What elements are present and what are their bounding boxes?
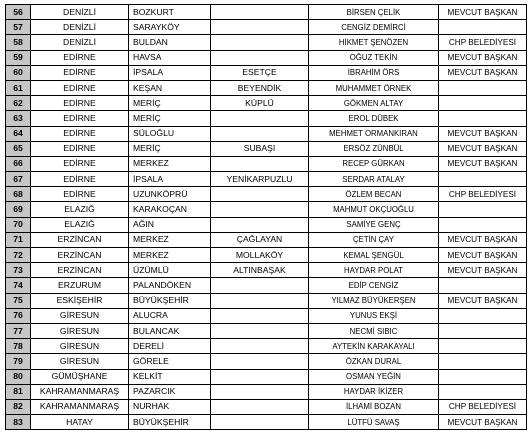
status-cell: MEVCUT BAŞKAN [439,293,527,308]
status-cell [439,308,527,323]
province-cell: EDİRNE [31,187,129,202]
province-cell: EDİRNE [31,65,129,80]
candidate-name-cell: AYTEKİN KARAKAYALI [309,339,439,354]
table-row [6,354,527,369]
status-cell: MEVCUT BAŞKAN [439,65,527,80]
table-row [6,65,527,80]
district-cell: SÜLOĞLU [129,126,211,141]
candidate-table [5,4,527,430]
row-number: 58 [6,35,31,50]
candidate-name-cell: ERSÖZ ZÜNBÜL [309,141,439,156]
neighborhood-cell: ALTINBAŞAK [211,263,309,278]
neighborhood-cell [211,111,309,126]
province-cell: KAHRAMANMARAŞ [31,399,129,414]
row-number: 61 [6,80,31,95]
candidate-name-cell: SAMİYE GENÇ [309,217,439,232]
table-row [6,202,527,217]
table-row [6,111,527,126]
province-cell: EDİRNE [31,156,129,171]
neighborhood-cell [211,126,309,141]
row-number: 83 [6,415,31,430]
candidate-name-cell: EDİP CENGİZ [309,278,439,293]
district-cell: BULANCAK [129,323,211,338]
province-cell: DENİZLİ [31,35,129,50]
province-cell: KAHRAMANMARAŞ [31,384,129,399]
row-number: 66 [6,156,31,171]
status-cell: CHP BELEDİYESİ [439,399,527,414]
province-cell: EDİRNE [31,50,129,65]
district-cell: MERİÇ [129,111,211,126]
table-row [6,399,527,414]
row-number: 82 [6,399,31,414]
status-cell [439,354,527,369]
neighborhood-cell [211,369,309,384]
row-number: 59 [6,50,31,65]
table-row [6,20,527,35]
province-cell: EDİRNE [31,172,129,187]
neighborhood-cell [211,293,309,308]
candidate-name-cell: İLHAMİ BOZAN [309,399,439,414]
status-cell: MEVCUT BAŞKAN [439,5,527,20]
neighborhood-cell [211,278,309,293]
row-number: 72 [6,248,31,263]
table-row [6,217,527,232]
candidate-name-cell: MEHMET ORMANKIRAN [309,126,439,141]
province-cell: ERZİNCAN [31,248,129,263]
province-cell: EDİRNE [31,96,129,111]
district-cell: MERKEZ [129,248,211,263]
table-row [6,232,527,247]
status-cell [439,323,527,338]
province-cell: ERZİNCAN [31,263,129,278]
status-cell: MEVCUT BAŞKAN [439,141,527,156]
status-cell: MEVCUT BAŞKAN [439,126,527,141]
neighborhood-cell: SUBAŞI [211,141,309,156]
district-cell: MERİÇ [129,141,211,156]
status-cell [439,96,527,111]
neighborhood-cell [211,187,309,202]
province-cell: DENİZLİ [31,5,129,20]
row-number: 75 [6,293,31,308]
candidate-name-cell: MAHMUT OKÇUOĞLU [309,202,439,217]
row-number: 76 [6,308,31,323]
table-row [6,278,527,293]
neighborhood-cell [211,217,309,232]
status-cell: MEVCUT BAŞKAN [439,415,527,430]
candidate-name-cell: GÖKMEN ALTAY [309,96,439,111]
neighborhood-cell: KÜPLÜ [211,96,309,111]
candidate-name-cell: BİRSEN ÇELİK [309,5,439,20]
candidate-name-cell: YILMAZ BÜYÜKERŞEN [309,293,439,308]
province-cell: GİRESUN [31,308,129,323]
neighborhood-cell [211,50,309,65]
neighborhood-cell [211,308,309,323]
neighborhood-cell: ÇAĞLAYAN [211,232,309,247]
district-cell: AĞIN [129,217,211,232]
candidate-name-cell: ÖZKAN DURAL [309,354,439,369]
table-row [6,384,527,399]
candidate-name-cell: OĞUZ TEKİN [309,50,439,65]
candidate-name-cell: YUNUS EKŞİ [309,308,439,323]
district-cell: MERİÇ [129,96,211,111]
status-cell: CHP BELEDİYESİ [439,35,527,50]
province-cell: ERZİNCAN [31,232,129,247]
table-row [6,96,527,111]
candidate-name-cell: KEMAL ŞENGÜL [309,248,439,263]
status-cell [439,217,527,232]
row-number: 64 [6,126,31,141]
province-cell: EDİRNE [31,126,129,141]
neighborhood-cell [211,399,309,414]
neighborhood-cell [211,323,309,338]
district-cell: BÜYÜKŞEHİR [129,415,211,430]
table-row [6,369,527,384]
table-row [6,35,527,50]
neighborhood-cell [211,5,309,20]
status-cell [439,202,527,217]
status-cell: MEVCUT BAŞKAN [439,232,527,247]
candidate-name-cell: HAYDAR POLAT [309,263,439,278]
province-cell: GİRESUN [31,354,129,369]
district-cell: SARAYKÖY [129,20,211,35]
status-cell [439,20,527,35]
row-number: 71 [6,232,31,247]
province-cell: GİRESUN [31,323,129,338]
district-cell: NURHAK [129,399,211,414]
status-cell: MEVCUT BAŞKAN [439,248,527,263]
province-cell: GÜMÜŞHANE [31,369,129,384]
neighborhood-cell: MOLLAKÖY [211,248,309,263]
district-cell: PALANDÖKEN [129,278,211,293]
candidate-name-cell: SERDAR ATALAY [309,172,439,187]
province-cell: GİRESUN [31,339,129,354]
province-cell: ELAZIĞ [31,202,129,217]
candidate-name-cell: ÖZLEM BECAN [309,187,439,202]
table-row [6,126,527,141]
table-row [6,308,527,323]
neighborhood-cell [211,35,309,50]
status-cell: CHP BELEDİYESİ [439,187,527,202]
candidate-name-cell: CENGİZ DEMİRCİ [309,20,439,35]
table-row [6,80,527,95]
row-number: 73 [6,263,31,278]
district-cell: UZUNKÖPRÜ [129,187,211,202]
table-row [6,5,527,20]
row-number: 67 [6,172,31,187]
row-number: 74 [6,278,31,293]
candidate-name-cell: RECEP GÜRKAN [309,156,439,171]
table-row [6,323,527,338]
district-cell: DERELİ [129,339,211,354]
table-body [6,5,527,430]
table-row [6,339,527,354]
neighborhood-cell [211,415,309,430]
table-row [6,415,527,430]
candidate-name-cell: NECMİ SIBIC [309,323,439,338]
candidate-name-cell: HİKMET ŞENÖZEN [309,35,439,50]
province-cell: ESKİŞEHİR [31,293,129,308]
district-cell: PAZARCIK [129,384,211,399]
neighborhood-cell: BEYENDİK [211,80,309,95]
status-cell: MEVCUT BAŞKAN [439,263,527,278]
table-row [6,50,527,65]
candidate-name-cell: İBRAHİM ÖRS [309,65,439,80]
status-cell: MEVCUT BAŞKAN [439,156,527,171]
district-cell: MERKEZ [129,156,211,171]
district-cell: HAVSA [129,50,211,65]
district-cell: İPSALA [129,172,211,187]
province-cell: EDİRNE [31,80,129,95]
row-number: 81 [6,384,31,399]
row-number: 60 [6,65,31,80]
status-cell [439,339,527,354]
district-cell: MERKEZ [129,232,211,247]
row-number: 63 [6,111,31,126]
neighborhood-cell [211,156,309,171]
district-cell: GÖRELE [129,354,211,369]
candidate-table-sheet [5,4,527,430]
province-cell: EDİRNE [31,111,129,126]
candidate-name-cell: HAYDAR İKİZER [309,384,439,399]
district-cell: İPSALA [129,65,211,80]
neighborhood-cell: ESETÇE [211,65,309,80]
status-cell [439,111,527,126]
neighborhood-cell [211,202,309,217]
status-cell: MEVCUT BAŞKAN [439,50,527,65]
district-cell: ÜZÜMLÜ [129,263,211,278]
row-number: 79 [6,354,31,369]
row-number: 62 [6,96,31,111]
district-cell: ALUCRA [129,308,211,323]
district-cell: KEŞAN [129,80,211,95]
table-row [6,293,527,308]
row-number: 78 [6,339,31,354]
status-cell [439,80,527,95]
row-number: 80 [6,369,31,384]
table-row [6,172,527,187]
province-cell: ERZURUM [31,278,129,293]
candidate-name-cell: EROL DÜBEK [309,111,439,126]
status-cell [439,369,527,384]
row-number: 56 [6,5,31,20]
table-row [6,141,527,156]
row-number: 70 [6,217,31,232]
row-number: 77 [6,323,31,338]
table-row [6,263,527,278]
province-cell: DENİZLİ [31,20,129,35]
row-number: 65 [6,141,31,156]
neighborhood-cell: YENİKARPUZLU [211,172,309,187]
district-cell: BÜYÜKŞEHİR [129,293,211,308]
row-number: 68 [6,187,31,202]
status-cell [439,172,527,187]
candidate-name-cell: OSMAN YEĞİN [309,369,439,384]
neighborhood-cell [211,354,309,369]
row-number: 69 [6,202,31,217]
candidate-name-cell: MUHAMMET ÖRNEK [309,80,439,95]
district-cell: KELKİT [129,369,211,384]
candidate-name-cell: LÜTFÜ SAVAŞ [309,415,439,430]
status-cell [439,278,527,293]
district-cell: BOZKURT [129,5,211,20]
district-cell: BULDAN [129,35,211,50]
neighborhood-cell [211,384,309,399]
candidate-name-cell: ÇETİN ÇAY [309,232,439,247]
province-cell: EDİRNE [31,141,129,156]
province-cell: HATAY [31,415,129,430]
district-cell: KARAKOÇAN [129,202,211,217]
neighborhood-cell [211,20,309,35]
row-number: 57 [6,20,31,35]
neighborhood-cell [211,339,309,354]
province-cell: ELAZIĞ [31,217,129,232]
table-row [6,156,527,171]
table-row [6,187,527,202]
status-cell [439,384,527,399]
table-row [6,248,527,263]
